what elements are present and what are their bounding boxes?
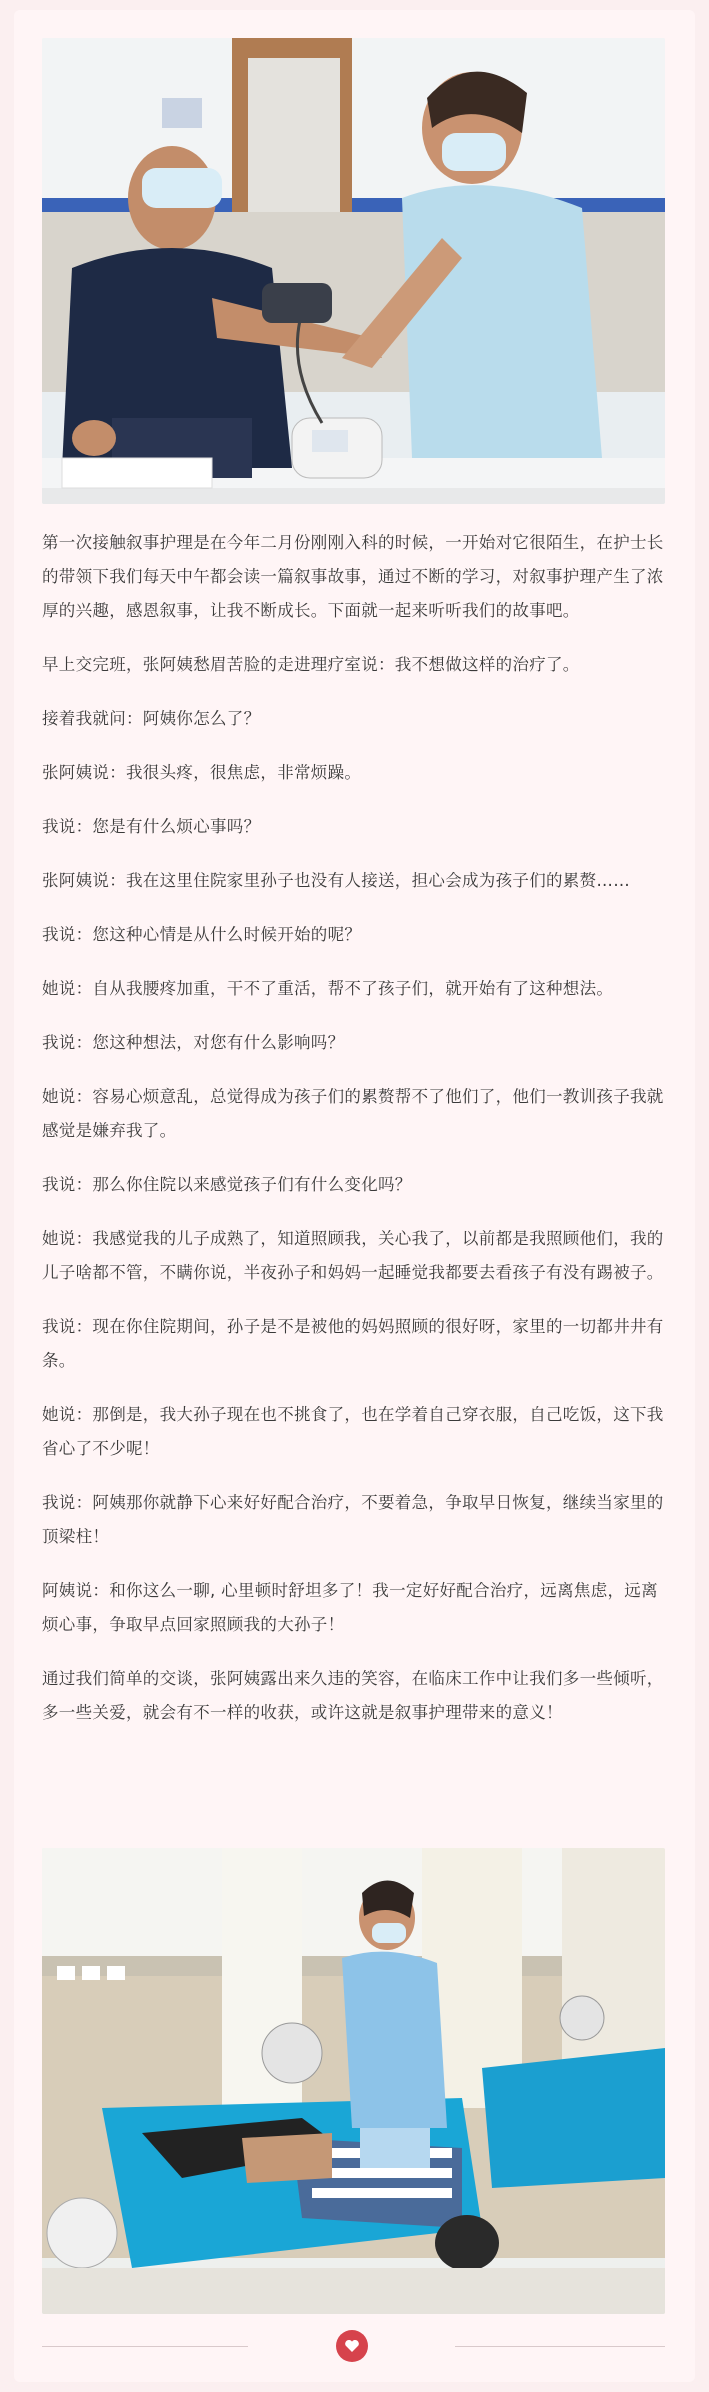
paragraph: 接着我就问：阿姨你怎么了？ bbox=[42, 709, 261, 728]
divider-left bbox=[42, 2346, 248, 2347]
divider-right bbox=[455, 2346, 665, 2347]
paragraph: 张阿姨说：我很头疼，很焦虑，非常烦躁。 bbox=[42, 763, 362, 782]
paragraph: 她说：我感觉我的儿子成熟了，知道照顾我，关心我了，以前都是我照顾他们，我的儿子啥都不管，不瞒你说，半夜孙子和妈妈一起睡觉我都要去看孩子有没有踢被子。 bbox=[42, 1229, 664, 1282]
paragraph: 我说：现在你住院期间，孙子是不是被他的妈妈照顾的很好呀，家里的一切都井井有条。 bbox=[42, 1317, 664, 1370]
photo-physiotherapy-room bbox=[42, 1848, 665, 2314]
paragraph: 我说：您这种想法，对您有什么影响吗？ bbox=[42, 1033, 345, 1052]
mask-patient bbox=[142, 168, 222, 208]
paragraph: 我说：您是有什么烦心事吗？ bbox=[42, 817, 261, 836]
paragraph: 她说：自从我腰疼加重，干不了重活，帮不了孩子们，就开始有了这种想法。 bbox=[42, 979, 614, 998]
paragraph: 我说：那么你住院以来感觉孩子们有什么变化吗？ bbox=[42, 1175, 412, 1194]
article-body bbox=[42, 526, 667, 1750]
paragraph: 她说：那倒是，我大孙子现在也不挑食了，也在学着自己穿衣服，自己吃饭，这下我省心了不少呢！ bbox=[42, 1405, 664, 1458]
paragraph: 她说：容易心烦意乱，总觉得成为孩子们的累赘帮不了他们了，他们一教训孩子我就感觉是嫌弃我了。 bbox=[42, 1087, 664, 1140]
paragraph: 我说：阿姨那你就静下心来好好配合治疗，不要着急，争取早日恢复，继续当家里的顶梁柱！ bbox=[42, 1493, 664, 1546]
paragraph: 第一次接触叙事护理是在今年二月份刚刚入科的时候，一开始对它很陌生，在护士长的带领下我们每天中午都会读一篇叙事故事，通过不断的学习，对叙事护理产生了浓厚的兴趣，感恩叙事，让我不断成长。下面就一起来听听我们的故事吧。 bbox=[42, 533, 664, 620]
paragraph: 我说：您这种心情是从什么时候开始的呢？ bbox=[42, 925, 362, 944]
photo-blood-pressure bbox=[42, 38, 665, 504]
paragraph: 通过我们简单的交谈，张阿姨露出来久违的笑容，在临床工作中让我们多一些倾听，多一些关爱，就会有不一样的收获，或许这就是叙事护理带来的意义！ bbox=[42, 1669, 664, 1722]
paragraph: 张阿姨说：我在这里住院家里孙子也没有人接送，担心会成为孩子们的累赘…… bbox=[42, 871, 630, 890]
heart-icon bbox=[336, 2330, 368, 2362]
paragraph: 早上交完班，张阿姨愁眉苦脸的走进理疗室说：我不想做这样的治疗了。 bbox=[42, 655, 580, 674]
paragraph: 阿姨说：和你这么一聊, 心里顿时舒坦多了！我一定好好配合治疗，远离焦虑，远离烦心事，争取早点回家照顾我的大孙子！ bbox=[42, 1581, 658, 1634]
